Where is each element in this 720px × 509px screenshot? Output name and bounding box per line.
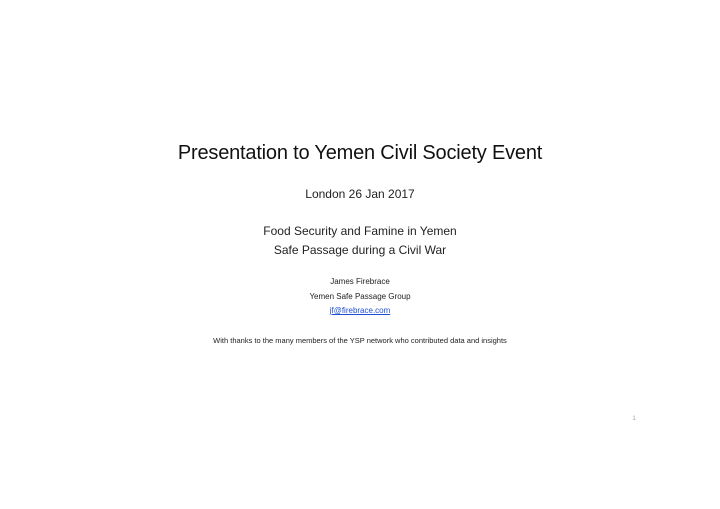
- slide-title: Presentation to Yemen Civil Society Event: [177, 142, 543, 164]
- acknowledgement-text: With thanks to the many members of the YSP network who contributed data and insights: [213, 336, 507, 345]
- date-location: London 26 Jan 2017: [305, 187, 415, 201]
- subtitle-line-1: Food Security and Famine in Yemen: [263, 224, 457, 238]
- subtitle-line-2: Safe Passage during a Civil War: [273, 243, 447, 257]
- page-number: 1: [632, 416, 636, 422]
- email-link[interactable]: jf@firebrace.com: [329, 306, 391, 315]
- email-line: [0, 306, 720, 315]
- organization-name: Yemen Safe Passage Group: [309, 292, 411, 301]
- author-name: James Firebrace: [330, 277, 390, 286]
